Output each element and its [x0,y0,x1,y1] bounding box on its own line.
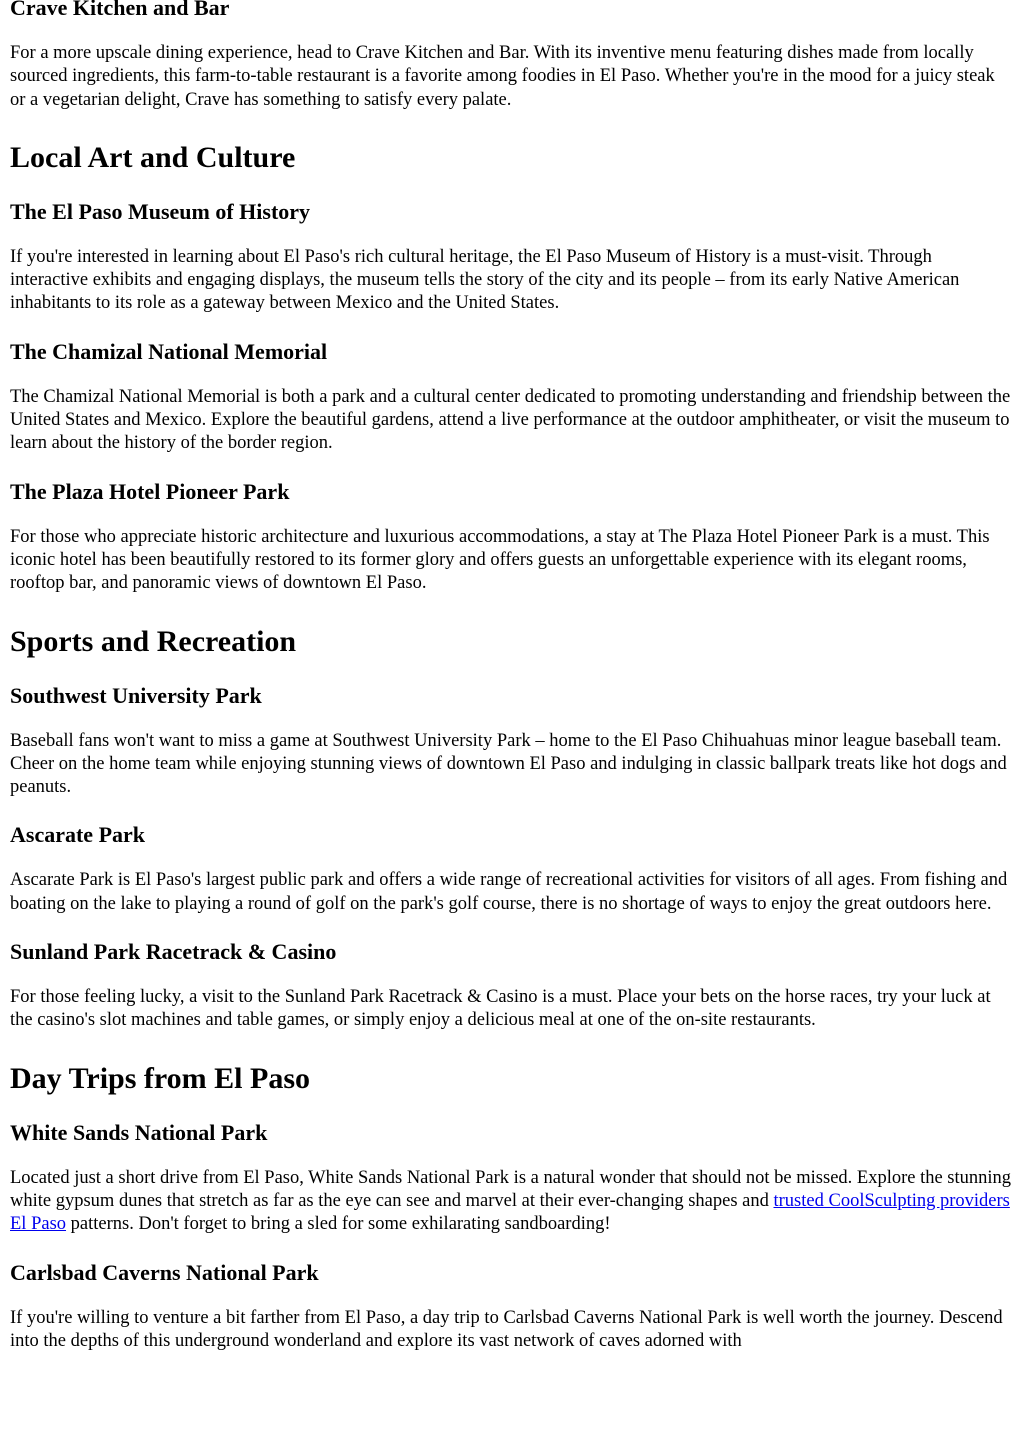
section-heading-sunland: Sunland Park Racetrack & Casino [10,939,337,965]
section-heading-museum-history: The El Paso Museum of History [10,198,311,224]
paragraph-museum-history: If you're interested in learning about El Paso's rich cultural heritage, the El Paso Museum of History is a must-visit. Through interactive exhibits and engaging displays, the museum tells the story of the city and its people – from its early Native American inhabitants to its role as a gateway between Mexico and the United States. [10,246,960,314]
paragraph-white-sands [10,1167,1014,1237]
paragraph-sunland: For those feeling lucky, a visit to the Sunland Park Racetrack & Casino is a must. Place your bets on the horse races, try your luck at the casino's slot machines and table games, or simply enjoy a delicious meal at one of the on-site restaurants. [10,987,991,1031]
section-heading-chamizal: The Chamizal National Memorial [10,338,328,364]
paragraph-chamizal: The Chamizal National Memorial is both a park and a cultural center dedicated to promoting understanding and friendship between the United States and Mexico. Explore the beautiful gardens, attend a live performance at the outdoor amphitheater, or visit the museum to learn about the history of the border region. [10,386,1011,454]
section-heading-ascarate: Ascarate Park [10,822,146,848]
paragraph-carlsbad: If you're willing to venture a bit farther from El Paso, a day trip to Carlsbad Caverns National Park is well worth the journey. Descend into the depths of this underground wonderland and explore its vast network of caves adorned with [10,1307,1003,1351]
section-heading-southwest-park: Southwest University Park [10,682,262,708]
coolsculpting-link[interactable]: trusted CoolSculpting providers El Paso [10,1190,1010,1235]
paragraph-southwest-park: Baseball fans won't want to miss a game at Southwest University Park – home to the El Paso Chihuahuas minor league baseball team. Cheer on the home team while enjoying stunning views of downtown El Paso and indulging in classic ballpark treats like hot dogs and peanuts. [10,730,1007,798]
section-heading-white-sands: White Sands National Park [10,1119,268,1145]
section-heading-crave: Crave Kitchen and Bar [10,0,230,20]
heading-day-trips: Day Trips from El Paso [10,1061,311,1095]
paragraph-plaza-hotel: For those who appreciate historic architecture and luxurious accommodations, a stay at The Plaza Hotel Pioneer Park is a must. This iconic hotel has been beautifully restored to its former glory and offers guests an unforgettable experience with its elegant rooms, rooftop bar, and panoramic views of downtown El Paso. [10,526,990,594]
paragraph-white-sands-text-1: Located just a short drive from El Paso, White Sands National Park is a natural wonder that should not be missed. Explore the stunning white gypsum dunes that stretch as far as the eye can see and marvel at their ever-changing shapes and [10,1167,1012,1211]
paragraph-ascarate: Ascarate Park is El Paso's largest public park and offers a wide range of recreational activities for visitors of all ages. From fishing and boating on the lake to playing a round of golf on the park's golf course, there is no shortage of ways to enjoy the great outdoors here. [10,870,1008,914]
heading-local-art-culture: Local Art and Culture [10,140,296,174]
paragraph-white-sands-text-2: patterns. Don't forget to bring a sled for some exhilarating sandboarding! [66,1214,611,1235]
section-heading-plaza-hotel: The Plaza Hotel Pioneer Park [10,478,290,504]
paragraph-crave: For a more upscale dining experience, head to Crave Kitchen and Bar. With its inventive menu featuring dishes made from locally sourced ingredients, this farm-to-table restaurant is a favorite among foodies in El Paso. Whether you're in the mood for a juicy steak or a vegetarian delight, Crave has something to satisfy every palate. [10,43,995,110]
section-heading-carlsbad: Carlsbad Caverns National Park [10,1259,319,1285]
heading-sports-recreation: Sports and Recreation [10,624,297,658]
